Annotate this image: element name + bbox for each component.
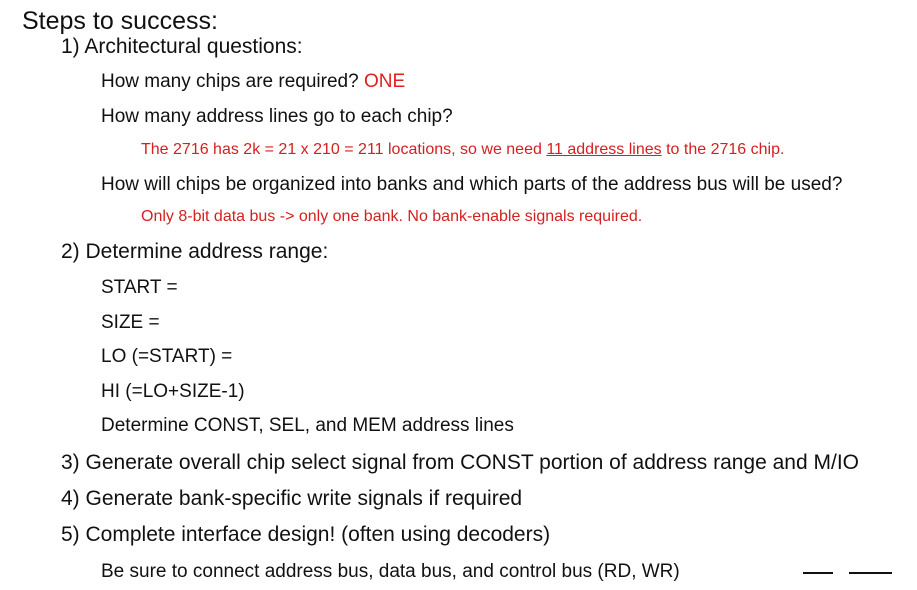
step-1-heading: 1) Architectural questions: <box>61 35 303 58</box>
step-5-heading: 5) Complete interface design! (often using decoders) <box>61 523 551 546</box>
answer-address-lines-part1: The 2716 has 2k = 21 x 210 = 211 locations, so we need <box>141 141 547 158</box>
question-address-lines: How many address lines go to each chip? <box>101 106 453 127</box>
step-4-heading: 4) Generate bank-specific write signals if required <box>61 487 523 510</box>
connect-note: Be sure to connect address bus, data bus, and control bus (RD, WR) <box>101 561 680 582</box>
answer-address-lines <box>141 142 784 158</box>
size-line: SIZE = <box>101 312 160 333</box>
step-3-heading: 3) Generate overall chip select signal from CONST portion of address range and M/IO <box>61 451 859 474</box>
question-chip-count <box>101 72 405 91</box>
answer-address-lines-underlined: 11 address lines <box>546 141 662 158</box>
start-line: START = <box>101 277 178 298</box>
lo-line: LO (=START) = <box>101 346 233 367</box>
overbar-rd <box>803 572 833 574</box>
answer-chip-count: ONE <box>363 71 406 92</box>
answer-address-lines-part2: to the 2716 chip. <box>661 141 785 158</box>
page-title: Steps to success: <box>22 7 218 35</box>
overbar-wr <box>849 572 892 574</box>
question-bank-organization: How will chips be organized into banks and which parts of the address bus will be used? <box>101 174 843 195</box>
step-2-heading: 2) Determine address range: <box>61 240 329 263</box>
question-chip-count-text: How many chips are required? <box>101 71 364 92</box>
determine-lines: Determine CONST, SEL, and MEM address lines <box>101 415 514 436</box>
hi-line: HI (=LO+SIZE-1) <box>101 381 245 402</box>
answer-bank-organization: Only 8-bit data bus -> only one bank. No bank-enable signals required. <box>141 208 643 225</box>
